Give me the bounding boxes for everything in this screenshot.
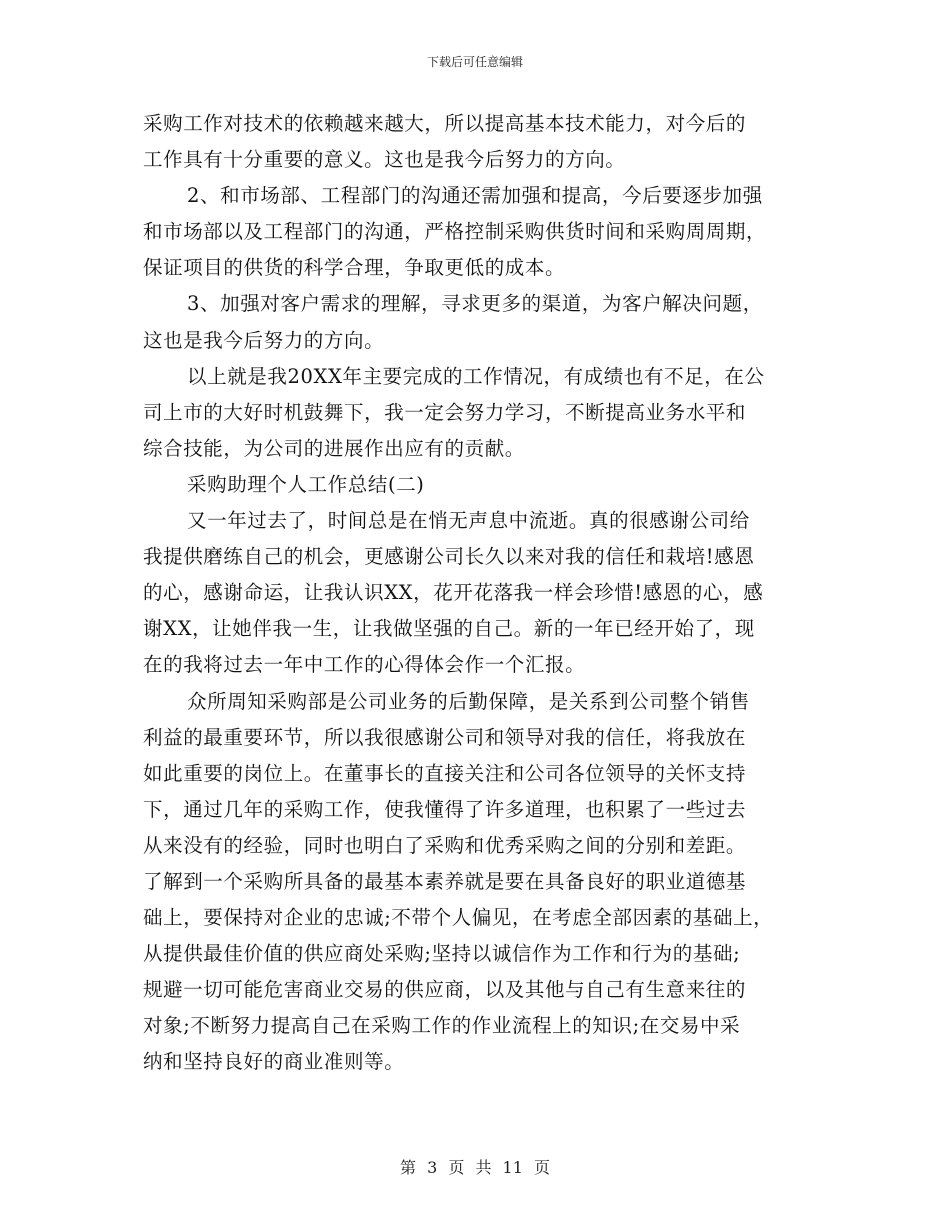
text-line: 我提供磨练自己的机会，更感谢公司长久以来对我的信任和栽培!感恩 (143, 545, 755, 569)
text-line: 工作具有十分重要的意义。这也是我今后努力的方向。 (143, 148, 626, 172)
text-line: 司上市的大好时机鼓舞下，我一定会努力学习，不断提高业务水平和 (143, 400, 747, 424)
text-line: 采购工作对技术的依赖越来越大，所以提高基本技术能力，对今后的 (143, 112, 747, 135)
text-line: 3、加强对客户需求的理解，寻求更多的渠道，为客户解决问题， (187, 292, 763, 316)
text-line: 下，通过几年的采购工作，使我懂得了许多道理，也积累了一些过去 (143, 797, 747, 821)
text-line: 和市场部以及工程部门的沟通，严格控制采购供货时间和采购周周期， (143, 220, 767, 244)
text-line: 从来没有的经验，同时也明白了采购和优秀采购之间的分别和差距。 (143, 833, 747, 857)
text-line: 众所周知采购部是公司业务的后勤保障，是关系到公司整个销售 (187, 689, 750, 713)
text-line: 规避一切可能危害商业交易的供应商，以及其他与自己有生意来往的 (143, 978, 747, 1002)
text-line: 综合技能，为公司的进展作出应有的贡献。 (143, 436, 525, 460)
page-footer: 第 3 页 共 11 页 (400, 1158, 550, 1177)
text-line: 纳和坚持良好的商业准则等。 (143, 1050, 405, 1074)
text-line: 利益的最重要环节，所以我很感谢公司和领导对我的信任，将我放在 (143, 725, 747, 749)
text-line: 了解到一个采购所具备的最基本素养就是要在具备良好的职业道德基 (143, 869, 747, 893)
text-line: 在的我将过去一年中工作的心得体会作一个汇报。 (143, 653, 586, 677)
text-line: 如此重要的岗位上。在董事长的直接关注和公司各位领导的关怀支持 (143, 761, 747, 785)
text-line: 础上，要保持对企业的忠诚;不带个人偏见，在考虑全部因素的基础上， (143, 906, 774, 930)
document-body (143, 106, 813, 1081)
page-header: 下载后可任意编辑 (426, 55, 523, 69)
text-line: 这也是我今后努力的方向。 (143, 328, 385, 352)
section-title: 采购助理个人工作总结(二) (187, 472, 425, 496)
text-line: 对象;不断努力提高自己在采购工作的作业流程上的知识;在交易中采 (143, 1014, 741, 1038)
text-line: 从提供最佳价值的供应商处采购;坚持以诚信作为工作和行为的基础; (143, 942, 741, 966)
text-line: 的心，感谢命运，让我认识XX，花开花落我一样会珍惜!感恩的心，感 (143, 581, 764, 605)
text-line: 2、和市场部、工程部门的沟通还需加强和提高，今后要逐步加强 (187, 184, 763, 208)
text-line: 以上就是我20XX年主要完成的工作情况，有成绩也有不足，在公 (187, 364, 765, 388)
text-line: 谢XX，让她伴我一生，让我做坚强的自己。新的一年已经开始了，现 (143, 617, 755, 641)
text-line: 又一年过去了，时间总是在悄无声息中流逝。真的很感谢公司给 (187, 509, 750, 533)
text-line: 保证项目的供货的科学合理，争取更低的成本。 (143, 256, 566, 280)
